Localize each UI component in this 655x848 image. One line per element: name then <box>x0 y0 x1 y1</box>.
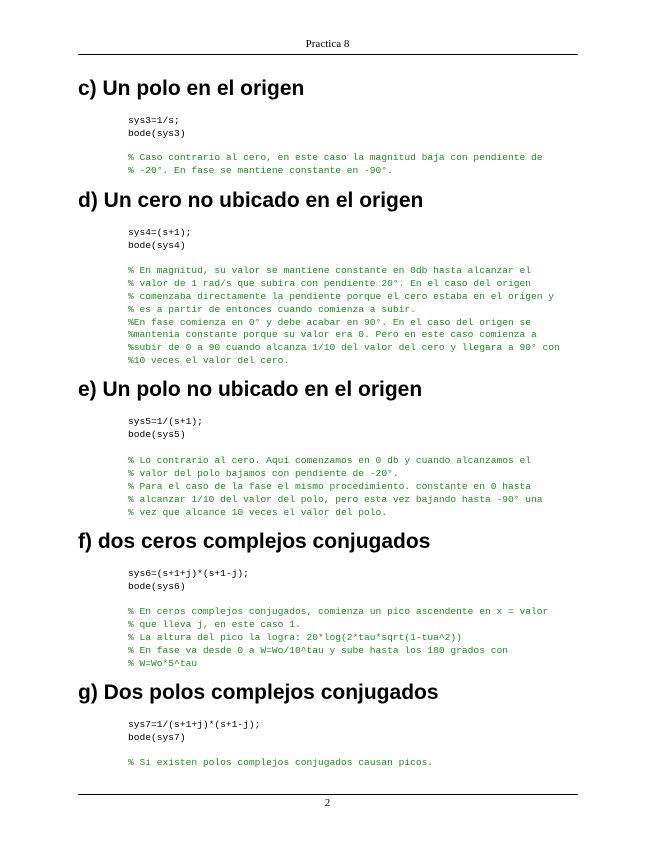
comment-line: % valor de 1 rad/s que subira con pendiente 20°. En el caso del origen <box>128 277 532 289</box>
comment-line: % valor del polo bajamos con pendiente de -20°. <box>128 467 399 479</box>
code-line: sys4=(s+1); <box>128 227 192 238</box>
section-heading-c: c) Un polo en el origen <box>78 77 305 100</box>
comment-line: % En magnitud, su valor se mantiene constante en 0db hasta alcanzar el <box>128 265 532 276</box>
section-heading-e: e) Un polo no ubicado en el origen <box>78 378 423 401</box>
header-rule <box>78 54 578 55</box>
code-block-g <box>128 719 260 745</box>
code-block-f <box>128 568 249 594</box>
comment-line: %mantenia constante porque su valor era 0. Pero en este caso comienza a <box>128 329 537 341</box>
page-number: 2 <box>324 797 331 809</box>
comment-line: % Lo contrario al cero. Aqui comenzamos en 0 db y cuando alcanzamos el <box>128 455 532 466</box>
comment-line: % comenzaba directamente la pendiente porque el cero estaba en el origen y <box>128 290 555 302</box>
code-line: sys3=1/s; <box>128 115 180 126</box>
comment-block-g <box>128 757 433 770</box>
code-line: sys7=1/(s+1+j)*(s+1-j); <box>128 719 261 730</box>
comment-block-c <box>128 152 543 178</box>
comment-line: % es a partir de entonces cuando comienza a subir. <box>128 303 416 315</box>
comment-line: % que lleva j, en este caso 1. <box>128 618 301 630</box>
comment-line: % -20°. En fase se mantiene constante en -90°. <box>128 164 393 176</box>
section-heading-d: d) Un cero no ubicado en el origen <box>78 189 424 212</box>
comment-line: % Para el caso de la fase el mismo procedimiento. constante en 0 hasta <box>128 480 532 492</box>
comment-line: %10 veces el valor del cero. <box>128 355 290 367</box>
section-heading-g: g) Dos polos complejos conjugados <box>78 681 439 704</box>
comment-block-f <box>128 606 548 670</box>
comment-line: % alcanzar 1/10 del valor del polo, pero esta vez bajando hasta -90° una <box>128 493 543 505</box>
comment-block-e <box>128 455 543 519</box>
code-block-c <box>128 115 186 141</box>
comment-line: % Caso contrario al cero, en este caso la magnitud baja con pendiente de <box>128 152 543 163</box>
code-block-d <box>128 227 191 253</box>
comment-line: % W=Wo*5^tau <box>128 657 198 669</box>
comment-line: % vez que alcance 10 veces el valor del polo. <box>128 506 388 518</box>
comment-line: %subir de 0 a 90 cuando alcanza 1/10 del valor del cero y llegara a 90° con <box>128 342 560 354</box>
page-header-title: Practica 8 <box>305 38 350 50</box>
code-line: bode(sys6) <box>128 580 186 592</box>
code-line: bode(sys7) <box>128 731 186 743</box>
footer-rule <box>78 794 578 795</box>
comment-line: % En ceros complejos conjugados, comienza un pico ascendente en x = valor <box>128 606 549 617</box>
code-line: sys6=(s+1+j)*(s+1-j); <box>128 568 249 579</box>
comment-line: % Si existen polos complejos conjugados causan picos. <box>128 757 434 768</box>
code-line: sys5=1/(s+1); <box>128 416 203 427</box>
code-block-e <box>128 416 203 442</box>
section-heading-f: f) dos ceros complejos conjugados <box>78 530 431 553</box>
code-line: bode(sys5) <box>128 428 186 440</box>
code-line: bode(sys3) <box>128 127 186 139</box>
comment-line: %En fase comienza en 0° y debe acabar en 90°. En el caso del origen se <box>128 316 532 328</box>
comment-line: % La altura del pico la logra: 20*log(2*tau*sqrt(1-tua^2)) <box>128 631 462 643</box>
code-line: bode(sys4) <box>128 239 186 251</box>
comment-line: % En fase va desde 0 a W=Wo/10^tau y sube hasta los 180 grados con <box>128 644 508 656</box>
comment-block-d <box>128 265 560 368</box>
